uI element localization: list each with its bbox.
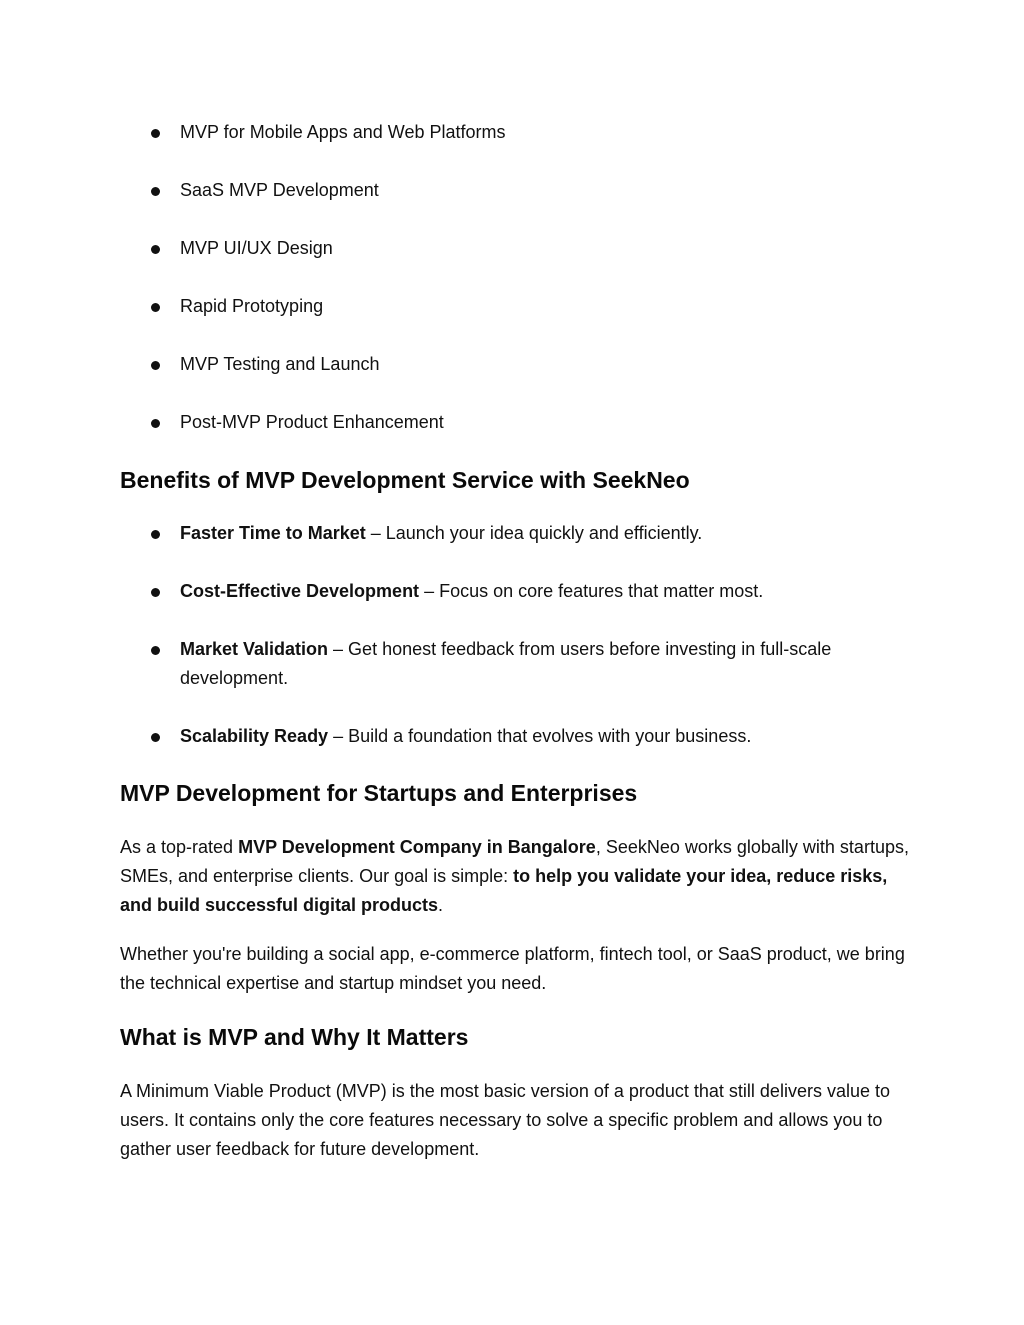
bullet-icon bbox=[151, 303, 160, 312]
list-item-text: MVP for Mobile Apps and Web Platforms bbox=[180, 122, 506, 142]
benefit-title: Cost-Effective Development bbox=[180, 581, 420, 601]
bullet-icon bbox=[151, 187, 160, 196]
list-item bbox=[120, 635, 910, 693]
startups-paragraph-2: Whether you're building a social app, e-commerce platform, fintech tool, or SaaS product, we bring the technical expertise and startup mindset you need. bbox=[120, 944, 905, 993]
bullet-icon bbox=[151, 733, 160, 742]
benefit-text: – Launch your idea quickly and efficiently. bbox=[365, 523, 703, 543]
list-item-text: Rapid Prototyping bbox=[180, 296, 324, 316]
benefit-title: Scalability Ready bbox=[180, 726, 329, 746]
benefit-text: – Build a foundation that evolves with your business. bbox=[328, 726, 752, 746]
list-item-text: MVP UI/UX Design bbox=[180, 238, 333, 258]
bullet-icon bbox=[151, 419, 160, 428]
bullet-icon bbox=[151, 361, 160, 370]
paragraph-bold-text: MVP Development Company in Bangalore bbox=[238, 837, 596, 857]
list-item-text: SaaS MVP Development bbox=[180, 180, 379, 200]
startups-paragraph bbox=[120, 833, 910, 920]
benefits-heading: Benefits of MVP Development Service with SeekNeo bbox=[120, 467, 690, 493]
list-item-text: MVP Testing and Launch bbox=[180, 354, 380, 374]
list-item bbox=[120, 408, 910, 437]
what-is-paragraph: A Minimum Viable Product (MVP) is the most basic version of a product that still delivers value to users. It contains only the core features necessary to solve a specific problem and allows you to gather user feedback for future development. bbox=[120, 1081, 890, 1159]
paragraph-bold-text: to help you validate your idea, reduce risks, and build successful digital products bbox=[120, 866, 888, 915]
list-item bbox=[120, 519, 910, 548]
bullet-icon bbox=[151, 588, 160, 597]
bullet-icon bbox=[151, 129, 160, 138]
list-item bbox=[120, 577, 910, 606]
paragraph-text: As a top-rated bbox=[120, 837, 239, 857]
list-item bbox=[120, 350, 910, 379]
benefit-text: – Get honest feedback from users before investing in full-scale development. bbox=[180, 639, 832, 688]
list-item bbox=[120, 118, 910, 147]
document-page bbox=[120, 118, 910, 1164]
benefit-title: Faster Time to Market bbox=[180, 523, 366, 543]
list-item bbox=[120, 722, 910, 751]
benefits-list bbox=[120, 519, 910, 751]
list-item bbox=[120, 234, 910, 263]
paragraph-text: , SeekNeo works globally with startups, SMEs, and enterprise clients. Our goal is simple: bbox=[120, 837, 909, 886]
paragraph-text: . bbox=[438, 895, 444, 915]
benefit-text: – Focus on core features that matter most. bbox=[419, 581, 764, 601]
list-item bbox=[120, 176, 910, 205]
startups-heading: MVP Development for Startups and Enterprises bbox=[120, 780, 638, 806]
bullet-icon bbox=[151, 530, 160, 539]
what-is-heading: What is MVP and Why It Matters bbox=[120, 1024, 469, 1050]
list-item-text: Post-MVP Product Enhancement bbox=[180, 412, 444, 432]
benefit-title: Market Validation bbox=[180, 639, 329, 659]
list-item bbox=[120, 292, 910, 321]
bullet-icon bbox=[151, 646, 160, 655]
services-list bbox=[120, 118, 910, 437]
bullet-icon bbox=[151, 245, 160, 254]
